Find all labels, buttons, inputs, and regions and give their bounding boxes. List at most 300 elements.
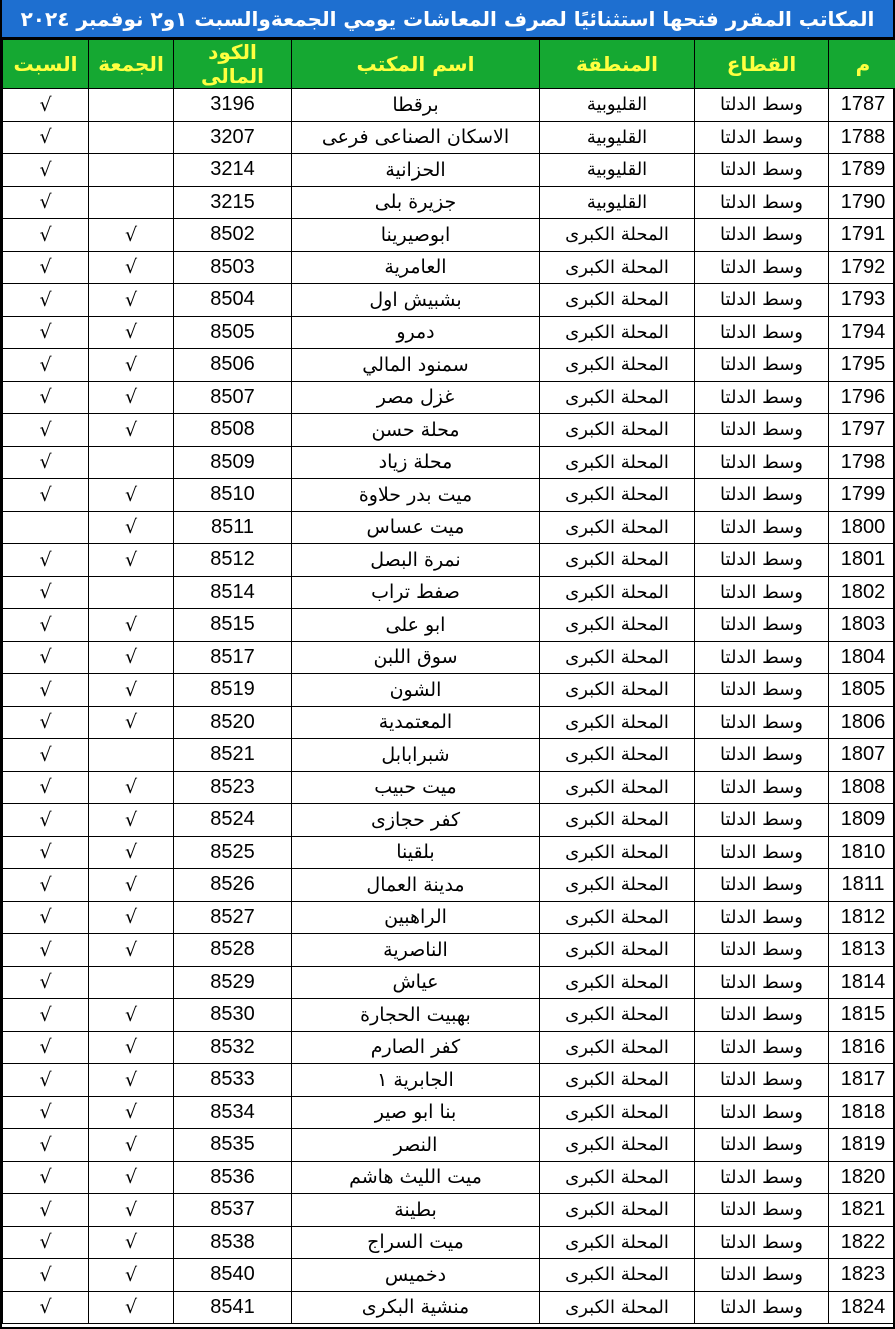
cell-office: ميت حبيب (292, 771, 540, 804)
cell-m: 1812 (829, 901, 895, 934)
cell-sector: وسط الدلتا (695, 219, 829, 252)
cell-saturday-check (3, 511, 89, 544)
cell-saturday-check: √ (3, 1031, 89, 1064)
cell-friday-check (89, 121, 174, 154)
cell-office: عياش (292, 966, 540, 999)
cell-m: 1797 (829, 414, 895, 447)
cell-friday-check: √ (89, 641, 174, 674)
cell-m: 1813 (829, 934, 895, 967)
cell-saturday-check: √ (3, 121, 89, 154)
cell-code: 8535 (174, 1129, 292, 1162)
cell-area: المحلة الكبرى (540, 609, 695, 642)
cell-sector: وسط الدلتا (695, 674, 829, 707)
cell-code: 8521 (174, 739, 292, 772)
cell-code: 8533 (174, 1064, 292, 1097)
cell-sector: وسط الدلتا (695, 1031, 829, 1064)
cell-code: 3215 (174, 186, 292, 219)
cell-saturday-check: √ (3, 186, 89, 219)
cell-office: كفر حجازى (292, 804, 540, 837)
table-row (3, 804, 895, 837)
cell-friday-check: √ (89, 1129, 174, 1162)
cell-m: 1788 (829, 121, 895, 154)
cell-sector: وسط الدلتا (695, 316, 829, 349)
cell-m: 1818 (829, 1096, 895, 1129)
cell-code: 8514 (174, 576, 292, 609)
cell-office: برقطا (292, 89, 540, 122)
cell-code: 8525 (174, 836, 292, 869)
cell-saturday-check: √ (3, 706, 89, 739)
cell-m: 1811 (829, 869, 895, 902)
table-row (3, 674, 895, 707)
cell-saturday-check: √ (3, 349, 89, 382)
cell-area: المحلة الكبرى (540, 479, 695, 512)
cell-friday-check: √ (89, 1259, 174, 1292)
cell-sector: وسط الدلتا (695, 576, 829, 609)
cell-office: دمرو (292, 316, 540, 349)
table-row (3, 511, 895, 544)
cell-code: 8536 (174, 1161, 292, 1194)
cell-sector: وسط الدلتا (695, 511, 829, 544)
cell-office: نمرة البصل (292, 544, 540, 577)
cell-area: المحلة الكبرى (540, 836, 695, 869)
cell-office: ميت السراج (292, 1226, 540, 1259)
cell-area: المحلة الكبرى (540, 771, 695, 804)
cell-area: المحلة الكبرى (540, 1291, 695, 1324)
cell-area: المحلة الكبرى (540, 1096, 695, 1129)
cell-sector: وسط الدلتا (695, 446, 829, 479)
cell-m: 1787 (829, 89, 895, 122)
cell-office: صفط تراب (292, 576, 540, 609)
cell-m: 1808 (829, 771, 895, 804)
cell-sector: وسط الدلتا (695, 706, 829, 739)
cell-sector: وسط الدلتا (695, 1096, 829, 1129)
cell-code: 8505 (174, 316, 292, 349)
cell-saturday-check: √ (3, 934, 89, 967)
cell-area: المحلة الكبرى (540, 219, 695, 252)
table-row (3, 869, 895, 902)
table-row (3, 1226, 895, 1259)
cell-friday-check: √ (89, 414, 174, 447)
cell-sector: وسط الدلتا (695, 1129, 829, 1162)
cell-code: 3196 (174, 89, 292, 122)
cell-saturday-check: √ (3, 1226, 89, 1259)
cell-code: 8540 (174, 1259, 292, 1292)
cell-m: 1798 (829, 446, 895, 479)
cell-sector: وسط الدلتا (695, 154, 829, 187)
cell-office: غزل مصر (292, 381, 540, 414)
table-row (3, 89, 895, 122)
cell-m: 1816 (829, 1031, 895, 1064)
cell-code: 3214 (174, 154, 292, 187)
cell-friday-check: √ (89, 609, 174, 642)
cell-office: ابوصيرينا (292, 219, 540, 252)
header-code: الكود المالى (174, 40, 292, 89)
cell-code: 8523 (174, 771, 292, 804)
cell-code: 8519 (174, 674, 292, 707)
table-row (3, 641, 895, 674)
cell-office: محلة حسن (292, 414, 540, 447)
cell-saturday-check: √ (3, 544, 89, 577)
cell-area: القليوبية (540, 89, 695, 122)
cell-office: ميت عساس (292, 511, 540, 544)
cell-area: المحلة الكبرى (540, 1064, 695, 1097)
table-row (3, 739, 895, 772)
cell-saturday-check: √ (3, 381, 89, 414)
cell-code: 8527 (174, 901, 292, 934)
table-row (3, 1194, 895, 1227)
header-saturday: السبت (3, 40, 89, 89)
cell-m: 1794 (829, 316, 895, 349)
cell-friday-check: √ (89, 901, 174, 934)
table-row (3, 414, 895, 447)
table-row (3, 316, 895, 349)
cell-area: المحلة الكبرى (540, 381, 695, 414)
cell-area: المحلة الكبرى (540, 706, 695, 739)
cell-friday-check (89, 446, 174, 479)
cell-m: 1801 (829, 544, 895, 577)
cell-m: 1789 (829, 154, 895, 187)
cell-area: المحلة الكبرى (540, 511, 695, 544)
cell-office: الراهبين (292, 901, 540, 934)
cell-office: محلة زياد (292, 446, 540, 479)
cell-friday-check: √ (89, 1291, 174, 1324)
cell-code: 8515 (174, 609, 292, 642)
cell-friday-check (89, 739, 174, 772)
table-row (3, 154, 895, 187)
cell-m: 1810 (829, 836, 895, 869)
cell-sector: وسط الدلتا (695, 381, 829, 414)
cell-code: 8508 (174, 414, 292, 447)
table-row (3, 1129, 895, 1162)
cell-friday-check: √ (89, 284, 174, 317)
table-row (3, 706, 895, 739)
cell-area: القليوبية (540, 186, 695, 219)
cell-code: 8541 (174, 1291, 292, 1324)
cell-m: 1815 (829, 999, 895, 1032)
cell-area: المحلة الكبرى (540, 544, 695, 577)
cell-friday-check (89, 186, 174, 219)
cell-m: 1796 (829, 381, 895, 414)
cell-sector: وسط الدلتا (695, 901, 829, 934)
offices-table (2, 39, 895, 1324)
table-row (3, 544, 895, 577)
cell-code: 8529 (174, 966, 292, 999)
cell-saturday-check: √ (3, 154, 89, 187)
cell-sector: وسط الدلتا (695, 544, 829, 577)
cell-friday-check: √ (89, 544, 174, 577)
cell-saturday-check: √ (3, 674, 89, 707)
cell-code: 8504 (174, 284, 292, 317)
cell-area: المحلة الكبرى (540, 1129, 695, 1162)
table-row (3, 446, 895, 479)
cell-office: بنا ابو صير (292, 1096, 540, 1129)
cell-office: المعتمدية (292, 706, 540, 739)
cell-area: المحلة الكبرى (540, 674, 695, 707)
cell-office: مدينة العمال (292, 869, 540, 902)
cell-office: سمنود المالي (292, 349, 540, 382)
cell-m: 1807 (829, 739, 895, 772)
cell-m: 1820 (829, 1161, 895, 1194)
cell-area: المحلة الكبرى (540, 641, 695, 674)
cell-area: المحلة الكبرى (540, 901, 695, 934)
cell-office: الجابرية ١ (292, 1064, 540, 1097)
table-row (3, 1031, 895, 1064)
cell-m: 1823 (829, 1259, 895, 1292)
cell-area: المحلة الكبرى (540, 446, 695, 479)
cell-saturday-check: √ (3, 1161, 89, 1194)
cell-office: ابو على (292, 609, 540, 642)
cell-area: المحلة الكبرى (540, 1259, 695, 1292)
cell-saturday-check: √ (3, 836, 89, 869)
cell-office: بطينة (292, 1194, 540, 1227)
cell-sector: وسط الدلتا (695, 284, 829, 317)
table-body (3, 89, 895, 1324)
table-row (3, 1096, 895, 1129)
cell-area: المحلة الكبرى (540, 999, 695, 1032)
table-row (3, 1064, 895, 1097)
cell-code: 8512 (174, 544, 292, 577)
cell-m: 1819 (829, 1129, 895, 1162)
cell-saturday-check: √ (3, 869, 89, 902)
cell-m: 1805 (829, 674, 895, 707)
cell-m: 1824 (829, 1291, 895, 1324)
table-row (3, 934, 895, 967)
cell-office: دخميس (292, 1259, 540, 1292)
cell-area: المحلة الكبرى (540, 1194, 695, 1227)
cell-office: ميت الليث هاشم (292, 1161, 540, 1194)
cell-sector: وسط الدلتا (695, 1291, 829, 1324)
cell-area: المحلة الكبرى (540, 1031, 695, 1064)
cell-friday-check: √ (89, 479, 174, 512)
cell-office: الحزانية (292, 154, 540, 187)
cell-saturday-check: √ (3, 576, 89, 609)
cell-saturday-check: √ (3, 804, 89, 837)
cell-area: المحلة الكبرى (540, 804, 695, 837)
cell-m: 1795 (829, 349, 895, 382)
cell-m: 1793 (829, 284, 895, 317)
cell-friday-check: √ (89, 869, 174, 902)
cell-sector: وسط الدلتا (695, 934, 829, 967)
cell-office: بشبيش اول (292, 284, 540, 317)
cell-code: 8532 (174, 1031, 292, 1064)
cell-saturday-check: √ (3, 641, 89, 674)
cell-m: 1802 (829, 576, 895, 609)
cell-area: المحلة الكبرى (540, 576, 695, 609)
cell-friday-check (89, 89, 174, 122)
cell-code: 8530 (174, 999, 292, 1032)
cell-sector: وسط الدلتا (695, 349, 829, 382)
cell-code: 8502 (174, 219, 292, 252)
cell-sector: وسط الدلتا (695, 1161, 829, 1194)
cell-m: 1791 (829, 219, 895, 252)
cell-friday-check (89, 576, 174, 609)
table-row (3, 121, 895, 154)
cell-sector: وسط الدلتا (695, 771, 829, 804)
cell-friday-check: √ (89, 1031, 174, 1064)
cell-code: 8509 (174, 446, 292, 479)
cell-area: المحلة الكبرى (540, 739, 695, 772)
cell-area: القليوبية (540, 154, 695, 187)
cell-m: 1809 (829, 804, 895, 837)
table-row (3, 609, 895, 642)
cell-m: 1814 (829, 966, 895, 999)
cell-friday-check: √ (89, 804, 174, 837)
cell-area: المحلة الكبرى (540, 1226, 695, 1259)
table-row (3, 771, 895, 804)
cell-saturday-check: √ (3, 1064, 89, 1097)
cell-sector: وسط الدلتا (695, 641, 829, 674)
cell-sector: وسط الدلتا (695, 479, 829, 512)
cell-office: النصر (292, 1129, 540, 1162)
cell-sector: وسط الدلتا (695, 1064, 829, 1097)
cell-sector: وسط الدلتا (695, 966, 829, 999)
cell-saturday-check: √ (3, 771, 89, 804)
cell-friday-check: √ (89, 1226, 174, 1259)
table-row (3, 349, 895, 382)
cell-sector: وسط الدلتا (695, 609, 829, 642)
cell-saturday-check: √ (3, 251, 89, 284)
cell-friday-check (89, 966, 174, 999)
cell-area: المحلة الكبرى (540, 251, 695, 284)
cell-sector: وسط الدلتا (695, 414, 829, 447)
cell-friday-check (89, 154, 174, 187)
cell-office: بهبيت الحجارة (292, 999, 540, 1032)
cell-saturday-check: √ (3, 1129, 89, 1162)
cell-office: ميت بدر حلاوة (292, 479, 540, 512)
cell-friday-check: √ (89, 836, 174, 869)
cell-saturday-check: √ (3, 609, 89, 642)
cell-office: بلقينا (292, 836, 540, 869)
cell-saturday-check: √ (3, 316, 89, 349)
cell-sector: وسط الدلتا (695, 121, 829, 154)
cell-code: 8510 (174, 479, 292, 512)
cell-saturday-check: √ (3, 446, 89, 479)
cell-friday-check: √ (89, 349, 174, 382)
cell-m: 1806 (829, 706, 895, 739)
cell-code: 8517 (174, 641, 292, 674)
table-row (3, 576, 895, 609)
cell-sector: وسط الدلتا (695, 1194, 829, 1227)
header-m: م (829, 40, 895, 89)
cell-m: 1804 (829, 641, 895, 674)
cell-code: 8503 (174, 251, 292, 284)
table-row (3, 186, 895, 219)
cell-code: 8524 (174, 804, 292, 837)
cell-area: القليوبية (540, 121, 695, 154)
cell-area: المحلة الكبرى (540, 1161, 695, 1194)
table-row (3, 251, 895, 284)
cell-m: 1817 (829, 1064, 895, 1097)
cell-sector: وسط الدلتا (695, 836, 829, 869)
cell-sector: وسط الدلتا (695, 869, 829, 902)
cell-area: المحلة الكبرى (540, 414, 695, 447)
cell-area: المحلة الكبرى (540, 966, 695, 999)
cell-office: شبرابابل (292, 739, 540, 772)
header-row (3, 40, 895, 89)
cell-area: المحلة الكبرى (540, 316, 695, 349)
cell-code: 8520 (174, 706, 292, 739)
cell-friday-check: √ (89, 381, 174, 414)
cell-saturday-check: √ (3, 1291, 89, 1324)
cell-m: 1821 (829, 1194, 895, 1227)
table-row (3, 219, 895, 252)
cell-code: 3207 (174, 121, 292, 154)
cell-saturday-check: √ (3, 1194, 89, 1227)
cell-saturday-check: √ (3, 901, 89, 934)
cell-office: الاسكان الصناعى فرعى (292, 121, 540, 154)
cell-friday-check: √ (89, 1161, 174, 1194)
cell-friday-check: √ (89, 219, 174, 252)
cell-friday-check: √ (89, 706, 174, 739)
cell-office: الشون (292, 674, 540, 707)
cell-m: 1790 (829, 186, 895, 219)
cell-friday-check: √ (89, 251, 174, 284)
table-row (3, 284, 895, 317)
cell-office: منشية البكرى (292, 1291, 540, 1324)
cell-sector: وسط الدلتا (695, 739, 829, 772)
cell-m: 1822 (829, 1226, 895, 1259)
cell-m: 1799 (829, 479, 895, 512)
cell-code: 8528 (174, 934, 292, 967)
cell-m: 1803 (829, 609, 895, 642)
sheet-title: المكاتب المقرر فتحها استثنائيًا لصرف المعاشات يومي الجمعةوالسبت ١و٢ نوفمبر ٢٠٢٤ (2, 0, 893, 39)
cell-sector: وسط الدلتا (695, 251, 829, 284)
header-office: اسم المكتب (292, 40, 540, 89)
cell-friday-check: √ (89, 1096, 174, 1129)
cell-code: 8534 (174, 1096, 292, 1129)
cell-office: كفر الصارم (292, 1031, 540, 1064)
cell-sector: وسط الدلتا (695, 804, 829, 837)
cell-saturday-check: √ (3, 966, 89, 999)
cell-saturday-check: √ (3, 414, 89, 447)
cell-area: المحلة الكبرى (540, 349, 695, 382)
cell-saturday-check: √ (3, 479, 89, 512)
cell-saturday-check: √ (3, 999, 89, 1032)
table-row (3, 1291, 895, 1324)
table-row (3, 479, 895, 512)
cell-saturday-check: √ (3, 1096, 89, 1129)
cell-m: 1792 (829, 251, 895, 284)
cell-sector: وسط الدلتا (695, 89, 829, 122)
cell-code: 8506 (174, 349, 292, 382)
cell-friday-check: √ (89, 934, 174, 967)
cell-code: 8526 (174, 869, 292, 902)
cell-saturday-check: √ (3, 739, 89, 772)
cell-m: 1800 (829, 511, 895, 544)
cell-friday-check: √ (89, 674, 174, 707)
header-friday: الجمعة (89, 40, 174, 89)
cell-saturday-check: √ (3, 89, 89, 122)
table-row (3, 1161, 895, 1194)
cell-friday-check: √ (89, 511, 174, 544)
cell-code: 8511 (174, 511, 292, 544)
header-area: المنطقة (540, 40, 695, 89)
cell-office: جزيرة بلى (292, 186, 540, 219)
cell-friday-check: √ (89, 1064, 174, 1097)
cell-friday-check: √ (89, 999, 174, 1032)
cell-friday-check: √ (89, 771, 174, 804)
cell-area: المحلة الكبرى (540, 934, 695, 967)
cell-saturday-check: √ (3, 284, 89, 317)
cell-code: 8538 (174, 1226, 292, 1259)
cell-saturday-check: √ (3, 1259, 89, 1292)
cell-sector: وسط الدلتا (695, 999, 829, 1032)
cell-office: سوق اللبن (292, 641, 540, 674)
cell-sector: وسط الدلتا (695, 1259, 829, 1292)
cell-sector: وسط الدلتا (695, 186, 829, 219)
cell-code: 8507 (174, 381, 292, 414)
table-row (3, 1259, 895, 1292)
